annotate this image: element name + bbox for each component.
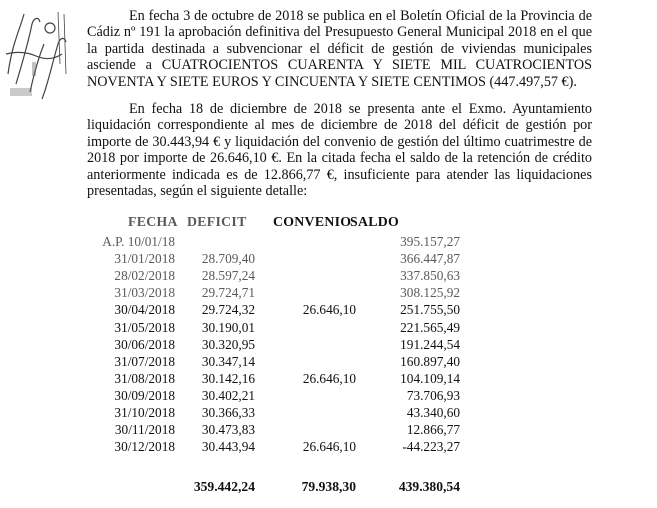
cell-convenio: 26.646,10 <box>302 439 356 455</box>
cell-deficit: 30.320,95 <box>201 336 255 352</box>
margin-stamp <box>2 4 74 104</box>
header-fecha: FECHA <box>128 214 178 229</box>
table-row <box>60 320 580 336</box>
header-saldo: SALDO <box>350 214 400 229</box>
table-row <box>60 371 580 387</box>
table-row <box>60 268 580 284</box>
cell-convenio: 26.646,10 <box>302 370 356 386</box>
cell-fecha: 31/05/2018 <box>114 319 175 335</box>
cell-deficit: 30.443,94 <box>201 439 255 455</box>
cell-saldo: 104.109,14 <box>400 370 460 386</box>
cell-convenio: 26.646,10 <box>302 302 356 318</box>
cell-fecha: 31/03/2018 <box>114 285 175 301</box>
table-row <box>60 234 580 250</box>
cell-fecha: 31/01/2018 <box>114 251 175 267</box>
table-row <box>60 285 580 301</box>
table-row <box>60 337 580 353</box>
cell-saldo: 191.244,54 <box>400 336 460 352</box>
cell-fecha: 31/10/2018 <box>114 405 175 420</box>
cell-deficit: 30.402,21 <box>201 387 255 403</box>
stamp-signature-icon <box>2 4 74 104</box>
total-convenio: 79.938,30 <box>301 479 356 495</box>
table-row <box>60 422 580 438</box>
cell-saldo: 43.340,60 <box>406 405 460 420</box>
header-deficit: DEFICIT <box>187 214 247 229</box>
cell-deficit: 30.366,33 <box>201 405 255 420</box>
total-deficit: 359.442,24 <box>193 479 255 495</box>
table-row <box>60 354 580 370</box>
paragraph-publication <box>87 8 592 90</box>
cell-deficit: 30.142,16 <box>201 370 255 386</box>
cell-deficit: 28.597,24 <box>201 268 255 284</box>
table-row <box>60 251 580 267</box>
total-saldo: 439.380,54 <box>398 479 460 495</box>
cell-saldo: 221.565,49 <box>400 319 460 335</box>
cell-saldo: 308.125,92 <box>400 285 460 301</box>
paragraph-2-text: En fecha 18 de diciembre de 2018 se presenta ante el Exmo. Ayuntamiento liquidación correspondiente al mes de diciembre de 2018 del déficit de gestión por importe de 30.443,94 € y liquidación del convenio de gestión del último cuatrimestre de 2018 por importe de 26.646,10 €. En la citada fecha el saldo de la retención de crédito anteriormente indicada es de 12.866,77 €, insuficiente para atender las liquidaciones presentadas, según el siguiente detalle: <box>87 101 592 200</box>
cell-deficit: 30.473,83 <box>201 422 255 438</box>
cell-fecha: 30/04/2018 <box>114 302 175 318</box>
cell-fecha: 31/08/2018 <box>114 370 175 386</box>
cell-saldo: -44.223,27 <box>402 439 460 455</box>
cell-fecha: 30/12/2018 <box>114 439 175 455</box>
cell-fecha: 30/11/2018 <box>114 422 175 438</box>
table-row <box>60 388 580 404</box>
cell-saldo: 73.706,93 <box>406 387 460 403</box>
cell-deficit: 29.724,71 <box>201 285 255 301</box>
totals-row <box>60 479 580 495</box>
cell-deficit: 28.709,40 <box>201 251 255 267</box>
cell-saldo: 366.447,87 <box>400 251 460 267</box>
cell-saldo: 395.157,27 <box>400 234 460 249</box>
cell-saldo: 160.897,40 <box>400 353 460 369</box>
paragraph-liquidation <box>87 101 592 199</box>
cell-saldo: 12.866,77 <box>406 422 460 438</box>
cell-fecha: 30/09/2018 <box>114 387 175 403</box>
cell-deficit: 29.724,32 <box>201 302 255 318</box>
header-convenio: CONVENIO <box>273 214 352 229</box>
cell-fecha: 31/07/2018 <box>114 353 175 369</box>
paragraph-1-text: En fecha 3 de octubre de 2018 se publica en el Boletín Oficial de la Provincia de Cádiz nº 191 la aprobación definitiva del Presupuesto General Municipal 2018 en el que la partida destinada a subvencionar el déficit de gestión de viviendas municipales asciende a CUATROCIENTOS CUARENTA Y SIETE MIL CUATROCIENTOS NOVENTA Y SIETE EUROS Y CINCUENTA Y SIETE CENTIMOS (447.497,57 €). <box>87 8 592 90</box>
cell-saldo: 251.755,50 <box>400 302 460 318</box>
cell-saldo: 337.850,63 <box>400 268 460 284</box>
cell-deficit: 30.190,01 <box>201 319 255 335</box>
table-row <box>60 405 580 421</box>
cell-fecha: 30/06/2018 <box>114 336 175 352</box>
cell-deficit: 30.347,14 <box>201 353 255 369</box>
table-row <box>60 439 580 455</box>
cell-fecha: A.P. 10/01/18 <box>102 234 175 249</box>
table-row <box>60 302 580 318</box>
cell-fecha: 28/02/2018 <box>114 268 175 284</box>
